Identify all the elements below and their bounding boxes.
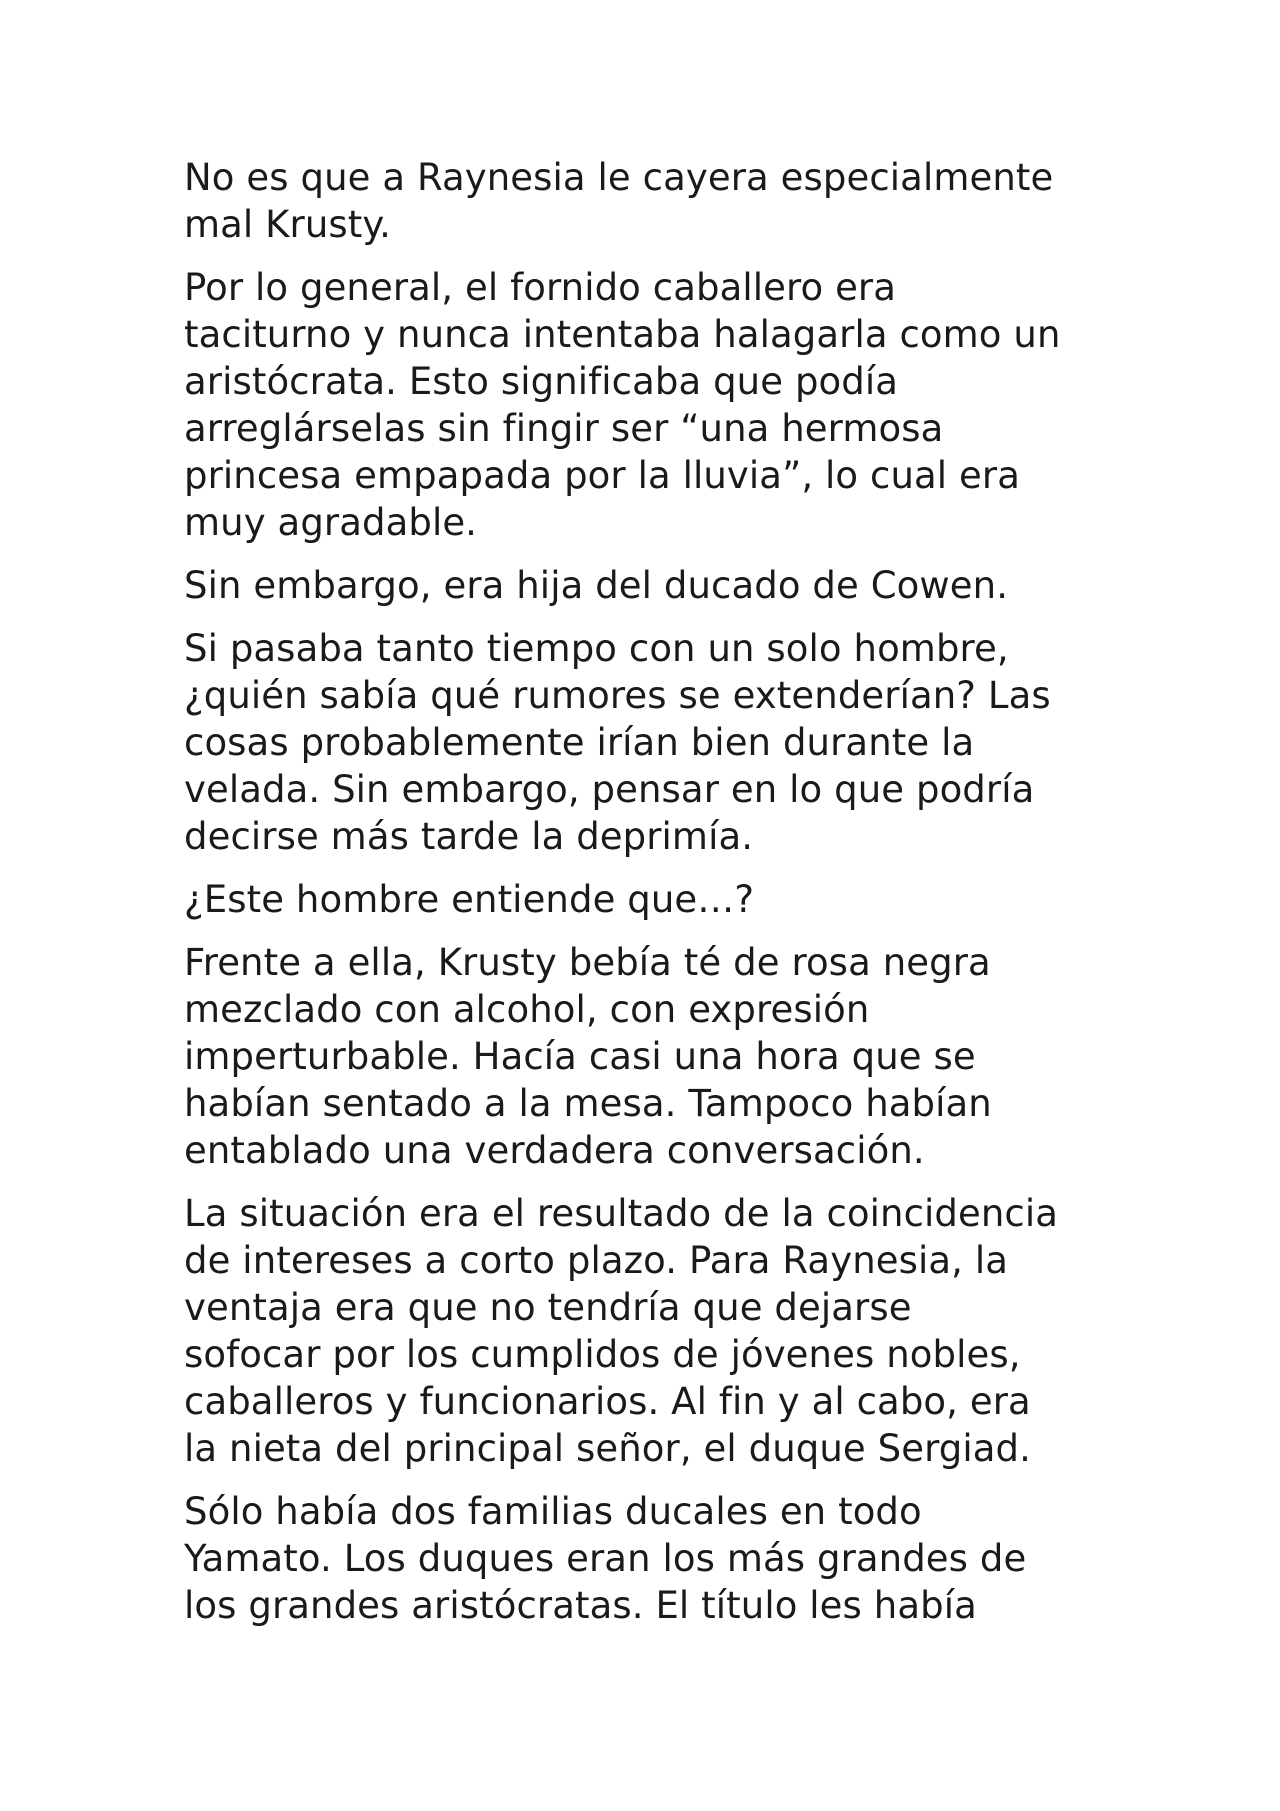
paragraph: Sólo había dos familias ducales en todo Yamato. Los duques eran los más grandes de los grandes aristócratas. El título les había (184, 1490, 1027, 1627)
paragraph: La situación era el resultado de la coincidencia de intereses a corto plazo. Para Raynesia, la ventaja era que no tendría que dejarse sofocar por los cumplidos de jóvenes nobles, caballeros y funcionarios. Al fin y al cabo, era la nieta del principal señor, el duque Sergiad. (184, 1192, 1059, 1470)
body-text (184, 154, 1124, 1645)
paragraph: Frente a ella, Krusty bebía té de rosa negra mezclado con alcohol, con expresión imperturbable. Hacía casi una hora que se habían sentado a la mesa. Tampoco habían entablado una verdadera conversación. (184, 941, 992, 1172)
paragraph: Por lo general, el fornido caballero era taciturno y nunca intentaba halagarla como un aristócrata. Esto significaba que podía arreglárselas sin fingir ser “una hermosa princesa empapada por la lluvia”, lo cual era muy agradable. (184, 266, 1061, 544)
paragraph: No es que a Raynesia le cayera especialmente mal Krusty. (184, 156, 1054, 246)
paragraph: Sin embargo, era hija del ducado de Cowen. (184, 564, 1009, 607)
paragraph: ¿Este hombre entiende que…? (184, 878, 755, 921)
paragraph: Si pasaba tanto tiempo con un solo hombre, ¿quién sabía qué rumores se extenderían? Las cosas probablemente irían bien durante la velada. Sin embargo, pensar en lo que podría decirse más tarde la deprimía. (184, 627, 1051, 858)
